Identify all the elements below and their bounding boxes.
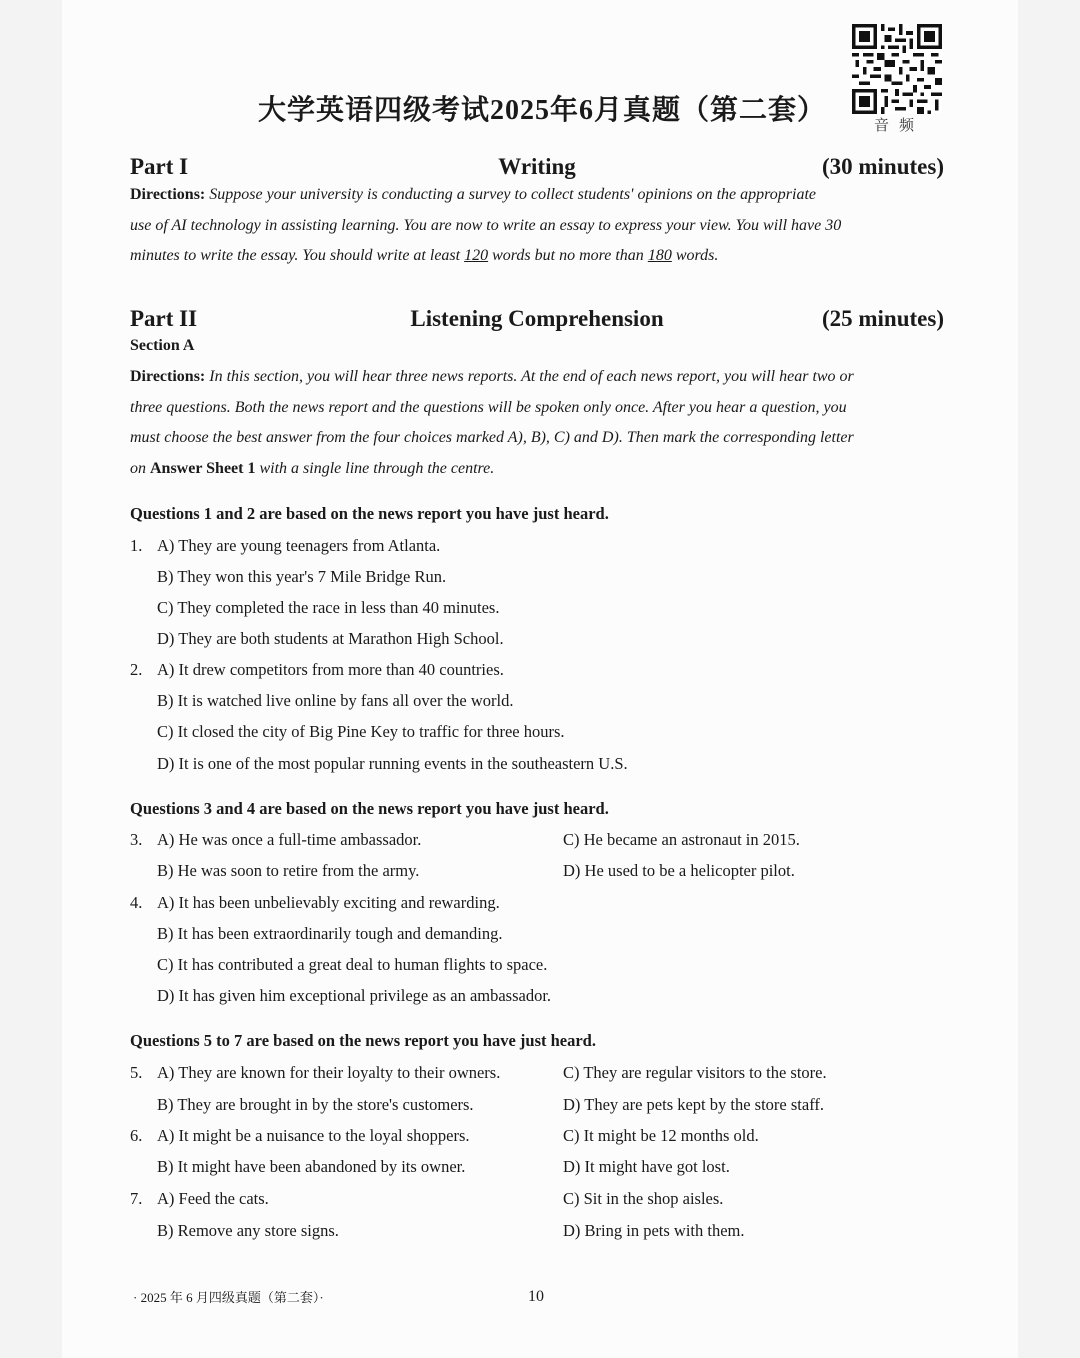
question-number: 2. (130, 660, 143, 679)
group-heading: Questions 1 and 2 are based on the news report you have just heard. (130, 504, 609, 523)
directions-text: use of AI technology in assisting learning. You are now to write an essay to express your view. You will have 30 (130, 216, 842, 234)
directions-text: In this section, you will hear three news reports. At the end of each news report, you will hear two or (209, 368, 854, 385)
option-d[interactable]: D) It might have got lost. (563, 1157, 730, 1176)
option-b[interactable]: B) Remove any store signs. (157, 1221, 339, 1240)
directions-text: on (130, 459, 150, 477)
option-d[interactable]: D) They are both students at Marathon High School. (157, 629, 504, 648)
directions-label: Directions: (130, 186, 206, 203)
page-number: 10 (528, 1288, 544, 1305)
directions-text: three questions. Both the news report and the questions will be spoken only once. After you hear a question, you (130, 398, 847, 416)
qr-code-icon[interactable] (852, 24, 942, 114)
group-heading: Questions 3 and 4 are based on the news report you have just heard. (130, 799, 609, 818)
part1-directions (130, 180, 944, 272)
directions-text: minutes to write the essay. You should write at least (130, 247, 465, 264)
max-words: 180 (647, 247, 672, 264)
option-c[interactable]: C) He became an astronaut in 2015. (563, 830, 800, 849)
part2-time: (25 minutes) (821, 306, 944, 331)
directions-label: Directions: (130, 368, 206, 385)
footer-label: · 2025 年 6 月四级真题（第二套）· (133, 1290, 324, 1305)
part2-label: Part II (130, 306, 198, 331)
option-d[interactable]: D) They are pets kept by the store staff. (563, 1095, 825, 1114)
option-d[interactable]: D) He used to be a helicopter pilot. (563, 861, 795, 880)
option-a[interactable]: A) It has been unbelievably exciting and rewarding. (157, 893, 500, 912)
question-number: 3. (130, 830, 143, 849)
option-a[interactable]: A) He was once a full-time ambassador. (157, 830, 422, 849)
directions-text: words. (671, 247, 719, 264)
option-a[interactable]: A) It might be a nuisance to the loyal shoppers. (157, 1126, 470, 1145)
option-b[interactable]: B) It might have been abandoned by its owner. (157, 1157, 466, 1176)
exam-title: 大学英语四级考试2025年6月真题（第二套） (258, 95, 827, 126)
option-a[interactable]: A) Feed the cats. (157, 1189, 269, 1208)
option-c[interactable]: C) It closed the city of Big Pine Key to traffic for three hours. (157, 722, 565, 741)
option-d[interactable]: D) Bring in pets with them. (563, 1221, 745, 1240)
part1-label: Part I (130, 154, 189, 179)
option-b[interactable]: B) They won this year's 7 Mile Bridge Run. (157, 567, 447, 586)
option-b[interactable]: B) They are brought in by the store's customers. (157, 1095, 474, 1114)
option-b[interactable]: B) It is watched live online by fans all over the world. (157, 691, 514, 710)
question-number: 1. (130, 536, 143, 555)
part2-directions (130, 362, 944, 484)
option-c[interactable]: C) They are regular visitors to the store. (563, 1063, 827, 1082)
option-c[interactable]: C) It might be 12 months old. (563, 1126, 759, 1145)
option-a[interactable]: A) They are young teenagers from Atlanta. (157, 536, 441, 555)
option-c[interactable]: C) It has contributed a great deal to human flights to space. (157, 955, 548, 974)
option-a[interactable]: A) It drew competitors from more than 40 countries. (157, 660, 504, 679)
option-b[interactable]: B) It has been extraordinarily tough and demanding. (157, 924, 503, 943)
min-words: 120 (464, 247, 489, 264)
answer-sheet: Answer Sheet 1 (150, 459, 256, 477)
option-c[interactable]: C) Sit in the shop aisles. (563, 1189, 724, 1208)
part1-name: Writing (498, 154, 576, 179)
part2-header (130, 306, 944, 336)
option-d[interactable]: D) It has given him exceptional privilege as an ambassador. (157, 986, 552, 1005)
directions-text: with a single line through the centre. (255, 459, 495, 477)
directions-text: words but no more than (488, 247, 648, 264)
directions-text: Suppose your university is conducting a survey to collect students' opinions on the appropriate (209, 186, 816, 203)
question-number: 5. (130, 1063, 143, 1082)
option-a[interactable]: A) They are known for their loyalty to their owners. (157, 1063, 501, 1082)
option-c[interactable]: C) They completed the race in less than 40 minutes. (157, 598, 500, 617)
audio-label: 音频 (874, 118, 925, 134)
question-number: 7. (130, 1189, 143, 1208)
question-number: 4. (130, 893, 143, 912)
group-heading: Questions 5 to 7 are based on the news report you have just heard. (130, 1031, 596, 1050)
option-b[interactable]: B) He was soon to retire from the army. (157, 861, 420, 880)
question-number: 6. (130, 1126, 143, 1145)
part1-time: (30 minutes) (821, 154, 944, 179)
part2-name: Listening Comprehension (410, 306, 664, 331)
section-a: Section A (130, 337, 195, 354)
directions-text: must choose the best answer from the four choices marked A), B), C) and D). Then mark the corresponding letter (130, 429, 854, 446)
option-d[interactable]: D) It is one of the most popular running events in the southeastern U.S. (157, 754, 628, 773)
